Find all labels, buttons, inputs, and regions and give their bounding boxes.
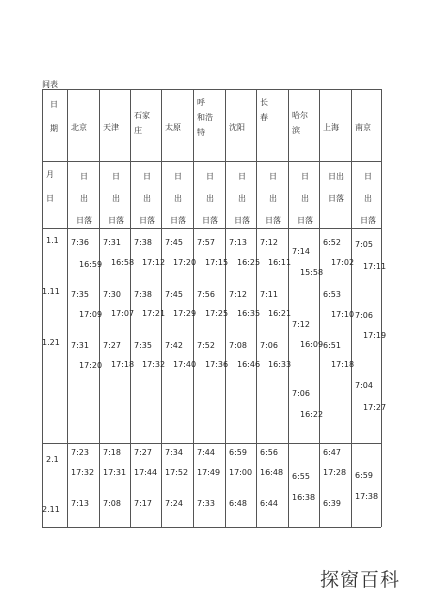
sun-label: 日 出 日落 — [170, 172, 186, 225]
time-cell: 7:05 — [355, 240, 373, 249]
time-cell: 7:12 — [260, 238, 278, 247]
grid-hline — [42, 443, 381, 444]
time-cell: 7:13 — [229, 238, 247, 247]
city-header: 长 春 — [260, 98, 268, 122]
grid-vline — [161, 89, 162, 527]
time-cell: 17:29 — [173, 309, 197, 318]
time-cell: 7:08 — [103, 499, 121, 508]
time-cell: 7:18 — [103, 448, 121, 457]
grid-vline — [256, 89, 257, 527]
time-cell: 6:56 — [260, 448, 278, 457]
sun-label: 日 出 日落 — [202, 172, 218, 225]
sun-label: 日 出 日落 — [108, 172, 124, 225]
time-cell: 17:44 — [134, 468, 158, 477]
time-cell: 6:47 — [323, 448, 341, 457]
time-cell: 7:27 — [134, 448, 152, 457]
grid-vline — [381, 89, 382, 527]
grid-hline — [42, 89, 381, 90]
sun-label: 日 出 日落 — [234, 172, 250, 225]
time-cell: 17:28 — [323, 468, 347, 477]
time-cell: 7:31 — [71, 341, 89, 350]
city-header: 哈尔 滨 — [292, 111, 308, 135]
time-cell: 7:57 — [197, 238, 215, 247]
time-cell: 16:35 — [237, 309, 261, 318]
grid-hline — [42, 527, 381, 528]
sun-label: 日 出 日落 — [76, 172, 92, 225]
grid-vline — [99, 89, 100, 527]
time-cell: 7:44 — [197, 448, 215, 457]
time-cell: 7:34 — [165, 448, 183, 457]
time-cell: 16:22 — [300, 410, 324, 419]
time-cell: 7:45 — [165, 290, 183, 299]
grid-vline — [193, 89, 194, 527]
time-cell: 6:39 — [323, 499, 341, 508]
city-header: 太原 — [165, 123, 181, 132]
time-cell: 17:52 — [165, 468, 189, 477]
time-cell: 17:40 — [173, 360, 197, 369]
time-cell: 7:30 — [103, 290, 121, 299]
time-cell: 17:19 — [363, 331, 387, 340]
sun-label: 日 出 日落 — [139, 172, 155, 225]
doc-title: 间表 — [42, 80, 58, 89]
time-cell: 17:21 — [142, 309, 166, 318]
city-header: 南京 — [355, 123, 371, 132]
time-cell: 7:23 — [71, 448, 89, 457]
sun-label: 日 出 日落 — [297, 172, 313, 225]
date-label: 1.1 — [46, 236, 59, 245]
grid-hline — [42, 161, 381, 162]
time-cell: 17:00 — [229, 468, 253, 477]
time-cell: 17:31 — [103, 468, 127, 477]
time-cell: 7:08 — [229, 341, 247, 350]
grid-vline — [288, 89, 289, 527]
date-label: 2.11 — [42, 505, 60, 514]
time-cell: 16:46 — [237, 360, 261, 369]
time-cell: 17:18 — [331, 360, 355, 369]
time-cell: 6:55 — [292, 472, 310, 481]
sun-label: 日 出 日落 — [265, 172, 281, 225]
grid-vline — [225, 89, 226, 527]
time-cell: 17:10 — [331, 310, 355, 319]
time-cell: 16:21 — [268, 309, 292, 318]
date-label: 1.11 — [42, 287, 60, 296]
time-cell: 17:18 — [111, 360, 135, 369]
watermark: 探窗百科 — [320, 569, 401, 591]
time-cell: 7:06 — [292, 389, 310, 398]
time-cell: 6:51 — [323, 341, 341, 350]
grid-vline — [319, 89, 320, 527]
city-header: 上海 — [323, 123, 339, 132]
time-cell: 7:56 — [197, 290, 215, 299]
time-cell: 6:53 — [323, 290, 341, 299]
time-cell: 16:58 — [111, 258, 135, 267]
time-cell: 7:38 — [134, 238, 152, 247]
time-cell: 7:06 — [355, 311, 373, 320]
time-cell: 17:20 — [79, 361, 103, 370]
time-cell: 16:25 — [237, 258, 261, 267]
time-cell: 7:04 — [355, 381, 373, 390]
time-cell: 7:33 — [197, 499, 215, 508]
time-cell: 17:32 — [142, 360, 166, 369]
grid-vline — [42, 89, 43, 527]
time-cell: 17:15 — [205, 258, 229, 267]
time-cell: 7:27 — [103, 341, 121, 350]
time-cell: 7:31 — [103, 238, 121, 247]
time-cell: 17:09 — [79, 310, 103, 319]
time-cell: 7:42 — [165, 341, 183, 350]
time-cell: 6:59 — [229, 448, 247, 457]
time-cell: 17:07 — [111, 309, 135, 318]
time-cell: 6:48 — [229, 499, 247, 508]
time-cell: 17:02 — [331, 258, 355, 267]
time-cell: 7:13 — [71, 499, 89, 508]
time-cell: 16:09 — [300, 340, 324, 349]
time-cell: 6:52 — [323, 238, 341, 247]
time-cell: 7:45 — [165, 238, 183, 247]
time-cell: 17:11 — [363, 262, 387, 271]
sun-label: 日 出 日落 — [360, 172, 376, 225]
city-header: 沈阳 — [229, 123, 245, 132]
time-cell: 17:20 — [173, 258, 197, 267]
time-cell: 17:27 — [363, 403, 387, 412]
grid-vline — [67, 89, 68, 527]
time-cell: 16:38 — [292, 493, 316, 502]
sun-label: 日出 日落 — [328, 172, 344, 203]
date-label: 2.1 — [46, 455, 59, 464]
time-cell: 17:36 — [205, 360, 229, 369]
time-cell: 7:12 — [229, 290, 247, 299]
time-cell: 15:58 — [300, 268, 324, 277]
time-cell: 17:25 — [205, 309, 229, 318]
time-cell: 7:52 — [197, 341, 215, 350]
city-header: 北京 — [71, 123, 87, 132]
time-cell: 7:14 — [292, 247, 310, 256]
time-cell: 7:24 — [165, 499, 183, 508]
time-cell: 7:38 — [134, 290, 152, 299]
date-label: 1.21 — [42, 338, 60, 347]
city-header: 天津 — [103, 123, 119, 132]
grid-vline — [130, 89, 131, 527]
time-cell: 6:59 — [355, 471, 373, 480]
time-cell: 16:59 — [79, 260, 103, 269]
time-cell: 7:35 — [71, 290, 89, 299]
time-cell: 17:49 — [197, 468, 221, 477]
time-cell: 6:44 — [260, 499, 278, 508]
time-cell: 16:11 — [268, 258, 292, 267]
city-header: 呼 和浩 特 — [197, 98, 213, 137]
time-cell: 7:06 — [260, 341, 278, 350]
header-month-day-label: 月 日 — [46, 170, 54, 203]
time-cell: 17:32 — [71, 468, 95, 477]
header-date-label: 日 期 — [50, 100, 58, 133]
time-cell: 16:33 — [268, 360, 292, 369]
time-cell: 7:17 — [134, 499, 152, 508]
city-header: 石家 庄 — [134, 111, 150, 135]
time-cell: 7:12 — [292, 320, 310, 329]
time-cell: 7:35 — [134, 341, 152, 350]
time-cell: 17:38 — [355, 492, 379, 501]
time-cell: 17:12 — [142, 258, 166, 267]
time-cell: 16:48 — [260, 468, 284, 477]
grid-vline — [351, 89, 352, 527]
time-cell: 7:36 — [71, 238, 89, 247]
time-cell: 7:11 — [260, 290, 278, 299]
